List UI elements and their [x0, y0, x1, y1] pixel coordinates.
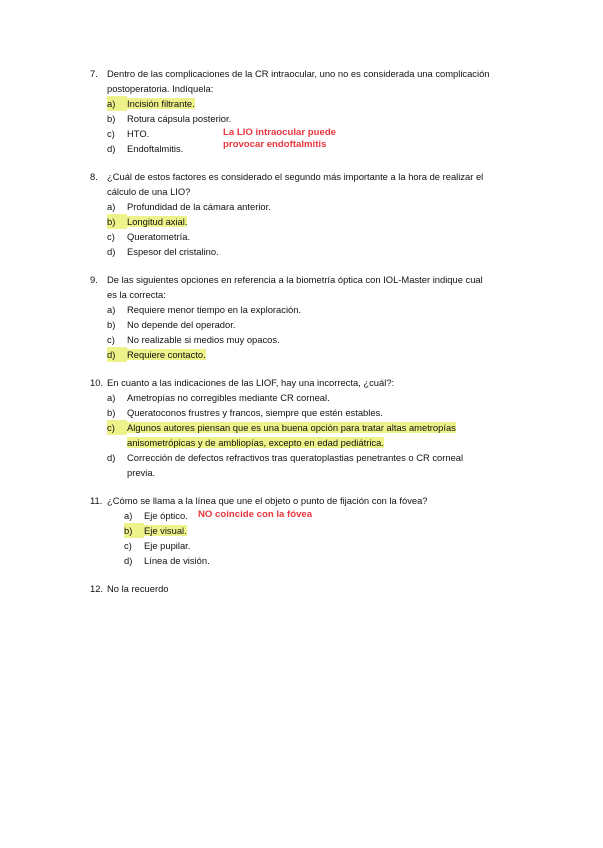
- question-number: 9.: [90, 274, 98, 285]
- option-c-cont: [90, 435, 530, 450]
- annotation-q11: NO coincide con la fóvea: [198, 509, 313, 520]
- option-text: Profundidad de la cámara anterior.: [127, 201, 271, 212]
- option-d: d) Línea de visión.: [124, 555, 210, 566]
- option-b: b) Eje visual.: [124, 525, 187, 536]
- option-a: a) Requiere menor tiempo en la exploración.: [107, 304, 302, 315]
- option-text-cont: previa.: [127, 467, 156, 478]
- option-text: Incisión filtrante.: [127, 98, 195, 109]
- option-text-cont: anisometrópicas y de ambliopías, excepto en edad pediátrica.: [127, 437, 384, 448]
- option-d-cont: [90, 465, 530, 480]
- option-b: b) Queratoconos frustres y francos, siempre que estén estables.: [107, 407, 383, 418]
- question-text-cont: postoperatoria. Indíquela:: [107, 83, 214, 94]
- question-text: ¿Cuál de estos factores es considerado el segundo más importante a la hora de realizar el: [107, 171, 484, 182]
- question-number: 12.: [90, 583, 104, 594]
- option-text: Requiere contacto.: [127, 349, 206, 360]
- question-number: 8.: [90, 171, 98, 182]
- option-b: b) No depende del operador.: [107, 319, 236, 330]
- option-d: d) Endoftalmitis.: [107, 143, 184, 154]
- question-text: ¿Cómo se llama a la línea que une el objeto o punto de fijación con la fóvea?: [107, 495, 428, 506]
- question-10: [90, 375, 530, 480]
- question-12: [90, 581, 530, 596]
- question-9: [90, 272, 530, 362]
- question-8: [90, 169, 530, 259]
- option-text: Longitud axial.: [127, 216, 188, 227]
- question-text-cont: es la correcta:: [107, 289, 166, 300]
- option-text: No depende del operador.: [127, 319, 236, 330]
- annotation-q7: La LIO intraocular puede provocar endoftalmitis: [223, 127, 337, 150]
- option-a: a) Incisión filtrante.: [107, 98, 195, 109]
- option-text: No realizable si medios muy opacos.: [127, 334, 280, 345]
- option-c: c) HTO.: [107, 128, 150, 139]
- option-b: b) Rotura cápsula posterior.: [107, 113, 232, 124]
- question-text: En cuanto a las indicaciones de las LIOF, hay una incorrecta, ¿cuál?:: [107, 377, 395, 388]
- question-number: 7.: [90, 68, 98, 79]
- option-c: c) Algunos autores piensan que es una buena opción para tratar altas ametropías: [107, 422, 456, 433]
- question-text: No la recuerdo: [107, 583, 169, 594]
- option-text: Eje visual.: [144, 525, 187, 536]
- question-number: 10.: [90, 377, 104, 388]
- option-text: Ametropías no corregibles mediante CR corneal.: [127, 392, 330, 403]
- option-a: a) Profundidad de la cámara anterior.: [107, 201, 271, 212]
- option-d: d) Requiere contacto.: [107, 349, 206, 360]
- option-b: b) Longitud axial.: [107, 216, 188, 227]
- option-text: Eje pupilar.: [144, 540, 191, 551]
- option-text: Queratometría.: [127, 231, 191, 242]
- option-text: Rotura cápsula posterior.: [127, 113, 232, 124]
- option-text: HTO.: [127, 128, 150, 139]
- question-text-cont: cálculo de una LIO?: [107, 186, 191, 197]
- option-c: c) Eje pupilar.: [124, 540, 191, 551]
- option-text: Requiere menor tiempo en la exploración.: [127, 304, 302, 315]
- question-text: Dentro de las complicaciones de la CR intraocular, uno no es considerada una complicación: [107, 68, 490, 79]
- option-text: Espesor del cristalino.: [127, 246, 219, 257]
- question-number: 11.: [90, 495, 103, 506]
- option-text: Corrección de defectos refractivos tras queratoplastias penetrantes o CR corneal: [127, 452, 464, 463]
- option-c: c) No realizable si medios muy opacos.: [107, 334, 280, 345]
- option-text: Endoftalmitis.: [127, 143, 184, 154]
- option-d: d) Corrección de defectos refractivos tras queratoplastias penetrantes o CR corneal: [107, 452, 464, 463]
- question-11: [90, 493, 530, 568]
- option-text: Eje óptico.: [144, 510, 188, 521]
- option-a: a) Eje óptico.: [124, 510, 188, 521]
- option-text: Queratoconos frustres y francos, siempre que estén estables.: [127, 407, 383, 418]
- option-text: Algunos autores piensan que es una buena opción para tratar altas ametropías: [127, 422, 456, 433]
- option-a: a) Ametropías no corregibles mediante CR corneal.: [107, 392, 330, 403]
- option-text: Línea de visión.: [144, 555, 210, 566]
- question-text: De las siguientes opciones en referencia a la biometría óptica con IOL-Master indique cual: [107, 274, 483, 285]
- option-c: c) Queratometría.: [107, 231, 191, 242]
- option-d: d) Espesor del cristalino.: [107, 246, 219, 257]
